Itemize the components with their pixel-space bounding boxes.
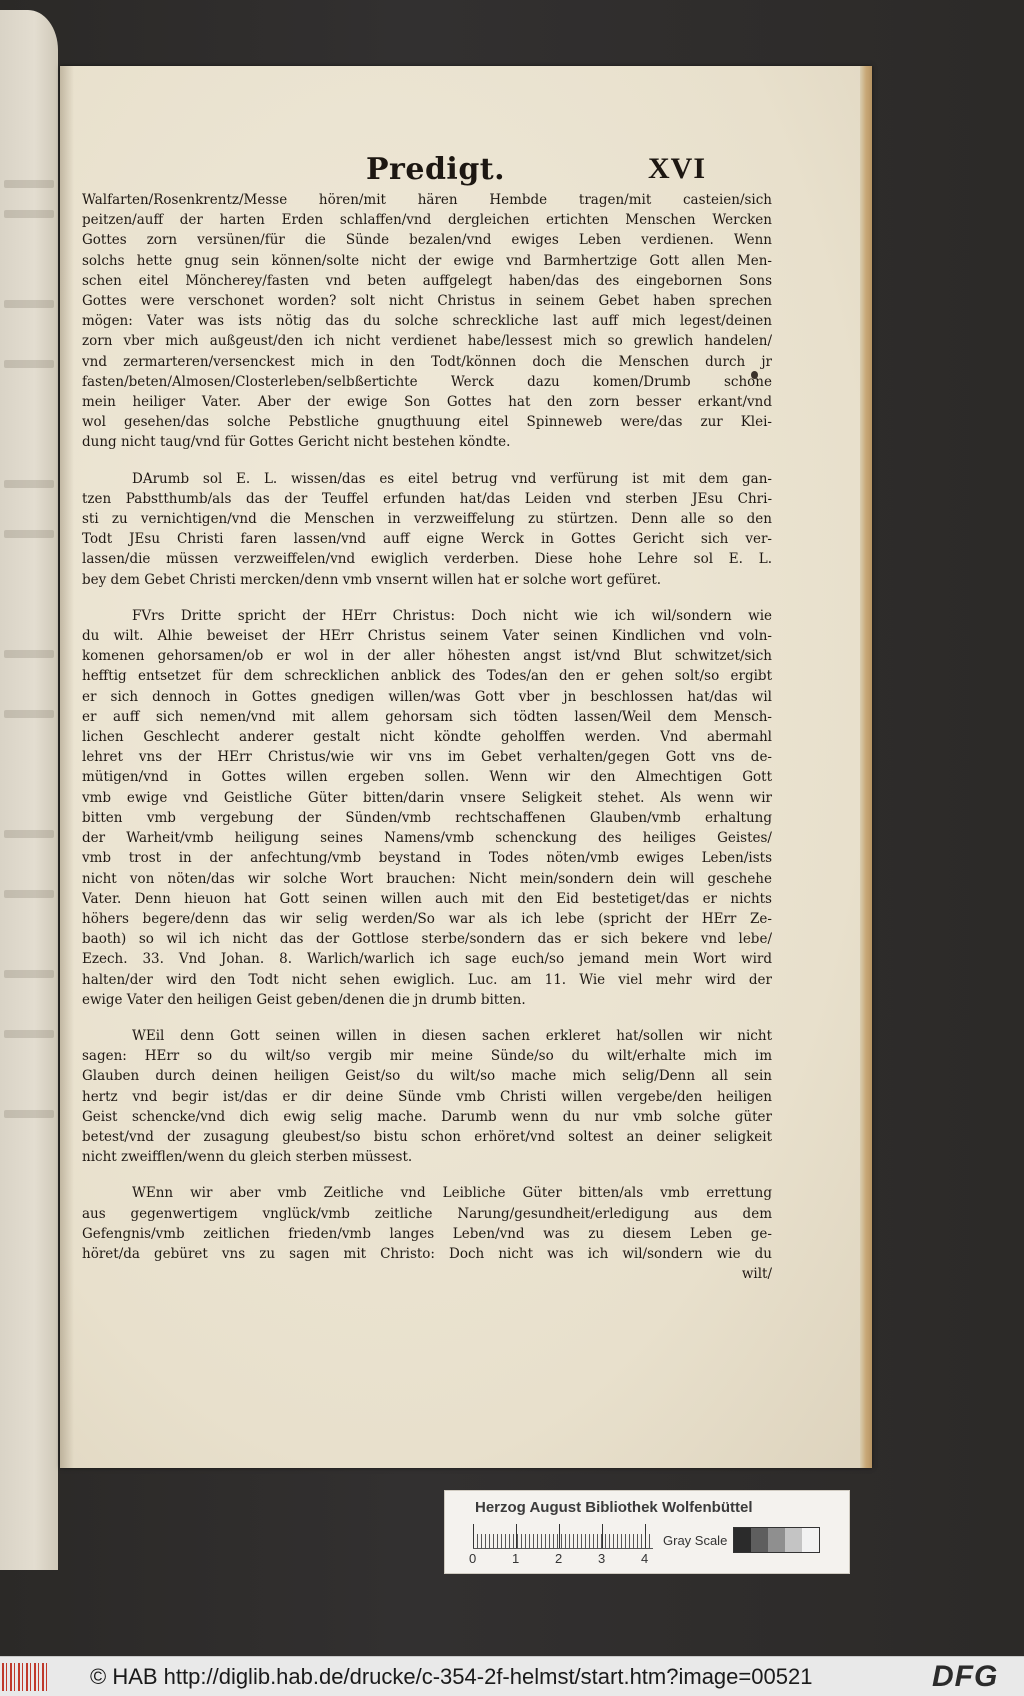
body-text (82, 190, 772, 1284)
scale-number: 0 (469, 1551, 477, 1566)
running-head: Predigt. (366, 152, 506, 187)
text-line: du wilt. Alhie beweiset der HErr Christus seinem Vater seinen Kindlichen vnd voln- (82, 628, 772, 645)
folio-number: XVI (648, 152, 707, 185)
text-line: schen eitel Möncherey/fasten vnd beten auffgelegt haben/das des eingebornen Sons (82, 272, 772, 289)
text-line: dung nicht taug/vnd für Gottes Gericht nicht bestehen köndte. (82, 434, 511, 451)
text-line: baoth) so wil ich nicht das der Gottlose sterbe/sondern das er sich bekere vnd lebe/ (82, 931, 772, 948)
text-line: halten/der wird den Todt nicht sehen ewiglich. Luc. am 11. Wie viel mehr wird der (82, 971, 772, 988)
text-line: hertz vnd begir ist/das er dir deine Sünde vmb Christi willen vergebe/den heiligen (82, 1088, 772, 1105)
text-line: WEnn wir aber vmb Zeitliche vnd Leibliche Güter bitten/als vmb errettung (132, 1185, 772, 1202)
scale-number: 4 (641, 1551, 649, 1566)
text-line: mein heiliger Vater. Aber der ewige Son Gottes hat den zorn besser erkant/vnd (82, 394, 772, 411)
paragraph (82, 1026, 772, 1167)
gray-swatch (734, 1528, 751, 1552)
footer-bar (0, 1656, 1024, 1696)
gray-swatch (768, 1528, 785, 1552)
text-line: bitten vmb vergebung der Sünden/vmb rechtschaffenen Glauben/vmb erhaltung (82, 809, 772, 826)
text-line: lichen Geschlecht anderer gestalt nicht köndte geholffen werden. Vnd abermahl (82, 729, 772, 746)
text-line: ewige Vater den heiligen Geist geben/denen die jn drumb bitten. (82, 991, 526, 1008)
text-line: Gefengnis/vmb zeitlichen frieden/vmb langes Leben/vnd was zu diesem Leben ge- (82, 1225, 772, 1242)
text-line: höhers begere/denn das wir selig werden/So war als ich lebe (spricht der HErr Ze- (82, 910, 772, 927)
paragraph (82, 190, 772, 453)
text-line: Geist schencke/vnd dich ewig selig mache. Darumb wenn du nur vmb solche güter (82, 1108, 772, 1125)
book-page (60, 66, 872, 1468)
text-line: zorn vber mich außgeust/den ich nicht verdienet habe/lessest mich so grewlich handelen/ (82, 333, 772, 350)
library-name: Herzog August Bibliothek Wolfenbüttel (475, 1499, 753, 1516)
previous-page-edge (0, 10, 58, 1570)
text-line: mütigen/vnd in Gottes willen ergeben sollen. Wenn wir den Almechtigen Gott (82, 769, 772, 786)
text-line: er sich dennoch in Gottes gnedigen willen/was Gott vber jn beschlossen hat/das wil (82, 688, 772, 705)
text-line: FVrs Dritte spricht der HErr Christus: Doch nicht wie ich wil/sondern wie (132, 607, 772, 624)
text-line: tzen Pabstthumb/als das der Teuffel erfunden hat/das Leiden vnd sterben JEsu Chri- (82, 490, 772, 507)
dfg-logo: DFG (932, 1660, 999, 1693)
text-line: peitzen/auff der harten Erden schlaffen/vnd dergleichen ertichten Menschen Wercken (82, 212, 772, 229)
text-line: wol gesehen/das solche Pebstliche gnugthuung eitel Spinneweb were/das zur Klei- (82, 414, 772, 431)
text-line: Walfarten/Rosenkrentz/Messe hören/mit hären Hembde tragen/mit casteien/sich (82, 192, 772, 208)
text-line: hefftig entsetzet für dem schrecklichen anblick des Todes/an den er gehen solt/so ergibt (82, 668, 772, 685)
text-line: bey dem Gebet Christi mercken/denn vmb vnsernt willen hat er solche wort gefüret. (82, 571, 662, 588)
gray-scale-label: Gray Scale (663, 1533, 728, 1548)
page-header (60, 152, 872, 192)
text-line: lassen/die müssen verzweiffelen/vnd ewiglich verderben. Diese hohe Lehre sol E. L. (82, 551, 772, 568)
page-edge (860, 66, 872, 1468)
gray-scale-swatches (733, 1527, 820, 1553)
text-line: solchs hette gnug sein können/solte nicht der ewige vnd Barmhertzige Gott allen Men- (82, 252, 772, 269)
text-line: der Warheit/vmb heiligung seines Namens/vmb schenckung des heiliges Geistes/ (82, 830, 772, 847)
text-line: Todt JEsu Christi faren lassen/vnd auff eigne Werck in Gottes Gericht sich ver- (82, 531, 772, 548)
text-line: aus gegenwertigem vnglück/vmb zeitliche Narung/gesundheit/erledigung aus dem (82, 1205, 772, 1222)
text-line: fasten/beten/Almosen/Closterleben/selbßertichte Werck dazu komen/Drumb schone (82, 373, 772, 390)
text-line: WEil denn Gott seinen willen in diesen sachen erkleret hat/sollen wir nicht (132, 1027, 772, 1044)
text-line: Ezech. 33. Vnd Johan. 8. Warlich/warlich ich sage euch/so jemand mein Wort wird (82, 951, 772, 968)
text-line: nicht zweifflen/wenn du gleich sterben müssest. (82, 1149, 413, 1166)
paragraph (82, 1183, 772, 1264)
text-line: er auff sich nemen/vnd mit allem gehorsam sich tödten lassen/Weil dem Mensch- (82, 708, 772, 725)
text-line: komenen gehorsamen/ob er wol in der aller höhesten angst ist/vnd Blut schwitzet/sich (82, 648, 772, 665)
text-line: lehret vns der HErr Christus/wie wir vns im Gebet verhalten/gegen Gott vns de- (82, 749, 772, 766)
scale-number: 2 (555, 1551, 563, 1566)
scale-number: 3 (598, 1551, 606, 1566)
gray-swatch (802, 1528, 819, 1552)
text-line: vmb ewige vnd Geistliche Güter bitten/darin vnsere Seligkeit stehet. Als wenn wir (82, 789, 772, 806)
source-url[interactable]: © HAB http://diglib.hab.de/drucke/c-354-2f-helmst/start.htm?image=00521 (90, 1664, 813, 1689)
text-line: mögen: Vater was ists nötig das du solche schreckliche last auff mich legest/deinen (82, 313, 772, 330)
text-line: Gottes zorn versünen/für die Sünde bezalen/vnd ewiges Leben verdienen. Wenn (82, 232, 772, 249)
scale-number: 1 (512, 1551, 520, 1566)
text-line: betest/vnd der zusagung gleubest/so bistu schon erhöret/vnd soltest an deiner seligkeit (82, 1128, 772, 1145)
text-line: Vater. Denn hieuon hat Gott seinen willen auch mit den Eid bestetiget/das er nichts (82, 890, 772, 907)
gray-swatch (785, 1528, 802, 1552)
barcode-icon (2, 1663, 48, 1691)
text-line: sti zu vernichtigen/vnd die Menschen in verzweiffelung zu stürtzen. Denn alle so den (82, 511, 772, 528)
paragraph (82, 469, 772, 590)
text-line: vnd zermarteren/versenckest mich in den Todt/können doch die Menschen durch jr (82, 353, 772, 370)
paragraph (82, 606, 772, 1010)
scale-ruler (473, 1525, 653, 1549)
gutter-shadow (60, 66, 74, 1468)
text-line: Gottes were verschonet worden? solt nicht Christus in seinem Gebet haben sprechen (82, 293, 772, 310)
text-line: nicht von nöten/das wir solche Wort brauchen: Nicht mein/sondern dein will geschehe (82, 870, 772, 887)
library-label-card (444, 1490, 850, 1574)
gray-swatch (751, 1528, 768, 1552)
text-line: vmb trost in der anfechtung/vmb beystand in Todes nöten/vmb ewiges Leben/ists (82, 850, 772, 867)
text-line: DArumb sol E. L. wissen/das es eitel betrug vnd verfürung ist mit dem gan- (132, 470, 772, 487)
text-line: Glauben durch deinen heiligen Geist/so du wilt/so mache mich selig/Denn all sein (82, 1068, 772, 1085)
catchword: wilt/ (741, 1266, 772, 1283)
text-line: sagen: HErr so du wilt/so vergib mir meine Sünde/so du wilt/erhalte mich im (82, 1048, 772, 1065)
text-line: höret/da gebüret vns zu sagen mit Christo: Doch nicht was ich wil/sondern wie du (82, 1245, 772, 1262)
